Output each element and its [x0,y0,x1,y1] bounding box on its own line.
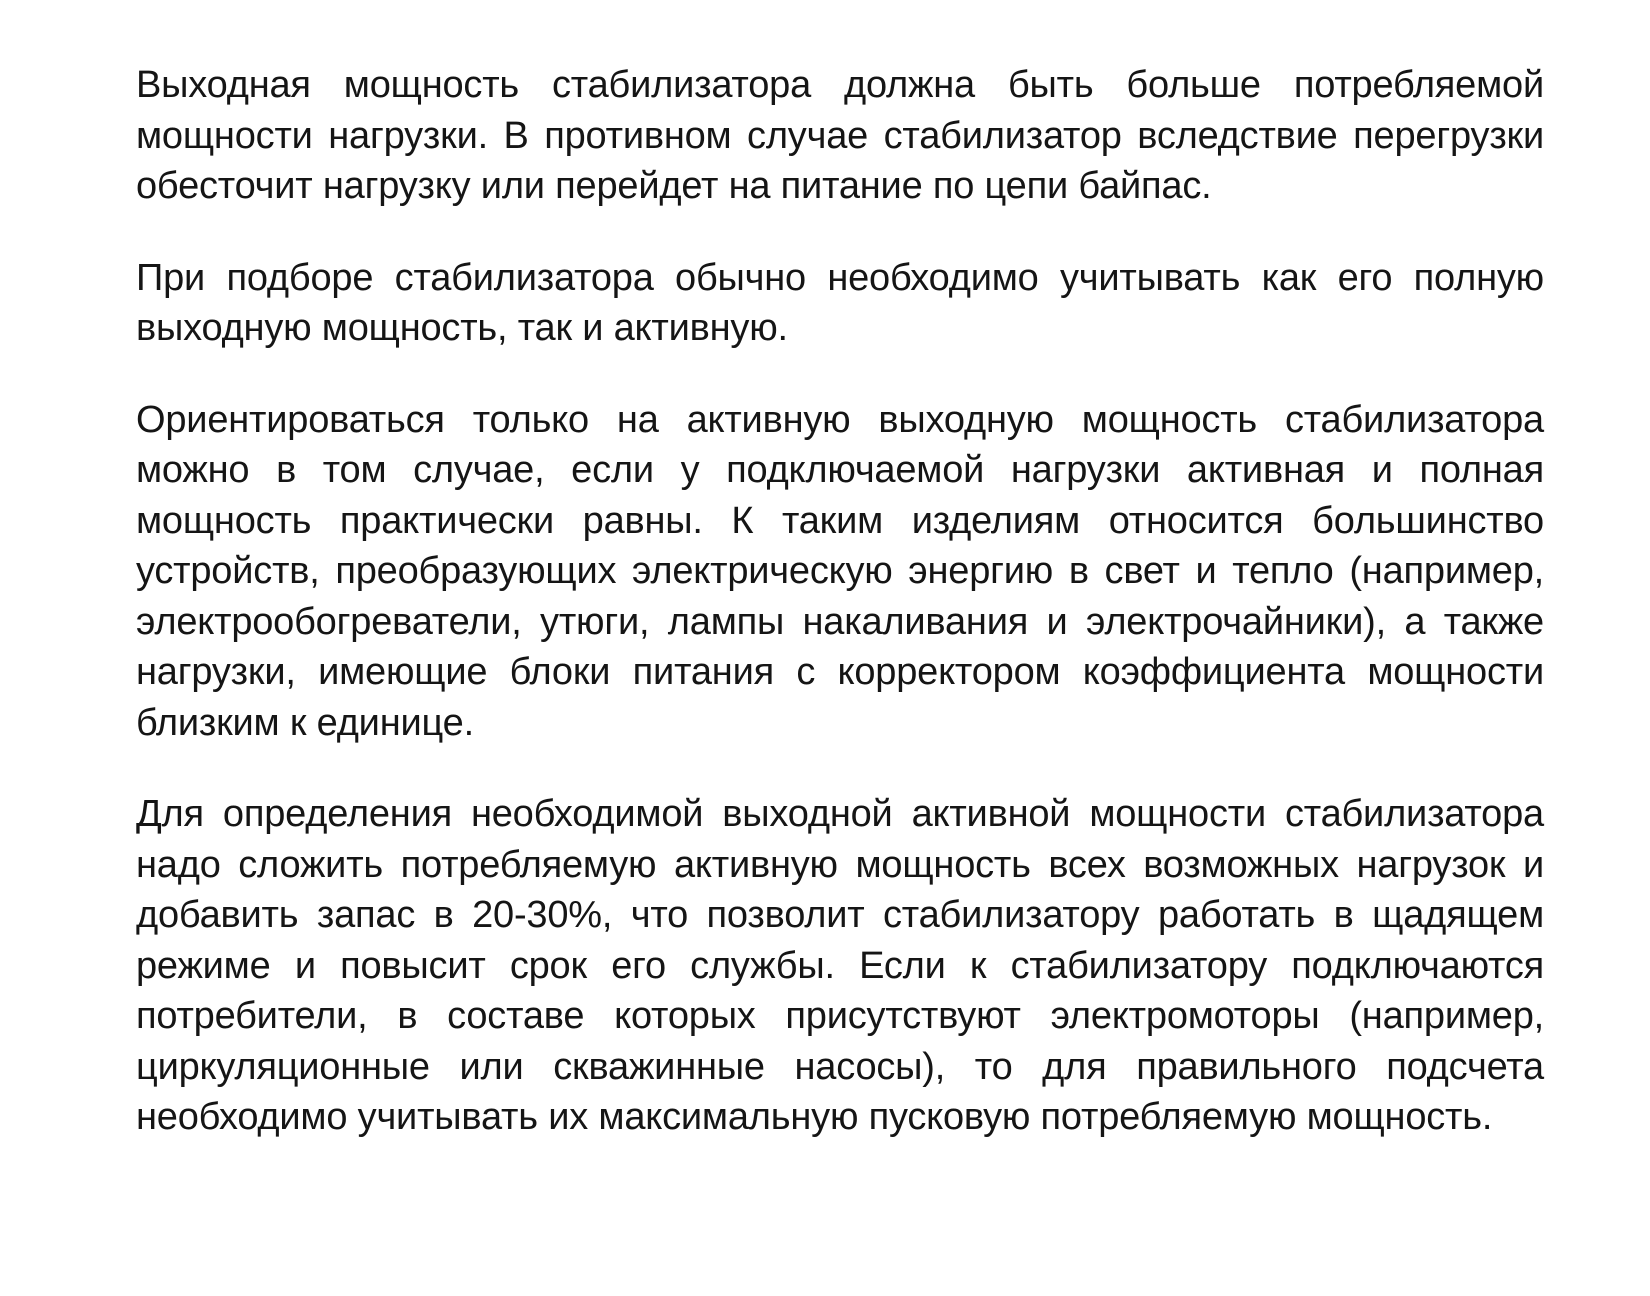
paragraph-calculation: Для определения необходимой выходной активной мощности стабилизатора надо сложить потребляемую активную мощность всех возможных нагрузок и добавить запас в 20-30%, что позволит стабилизатору работать в щадящем режиме и повысит срок его службы. Если к стабилизатору подключаются потребители, в составе которых присутствуют электромоторы (например, циркуляционные или скважинные насосы), то для правильного подсчета необходимо учитывать их максимальную пусковую потребляемую мощность. [136,793,1544,1138]
document-page [136,60,1544,1143]
paragraph-output-power: Выходная мощность стабилизатора должна быть больше потребляемой мощности нагрузки. В противном случае стабилизатор вследствие перегрузки обесточит нагрузку или перейдет на питание по цепи байпас. [136,64,1544,207]
paragraph-active-power: Ориентироваться только на активную выходную мощность стабилизатора можно в том случае, если у подключаемой нагрузки активная и полная мощность практически равны. К таким изделиям относится большинство устройств, преобразующих электрическую энергию в свет и тепло (например, электрообогреватели, утюги, лампы накаливания и электрочайники), а также нагрузки, имеющие блоки питания с корректором коэффициента мощности близким к единице. [136,398,1544,744]
paragraph-selection: При подборе стабилизатора обычно необходимо учитывать как его полную выходную мощность, так и активную. [136,256,1544,349]
